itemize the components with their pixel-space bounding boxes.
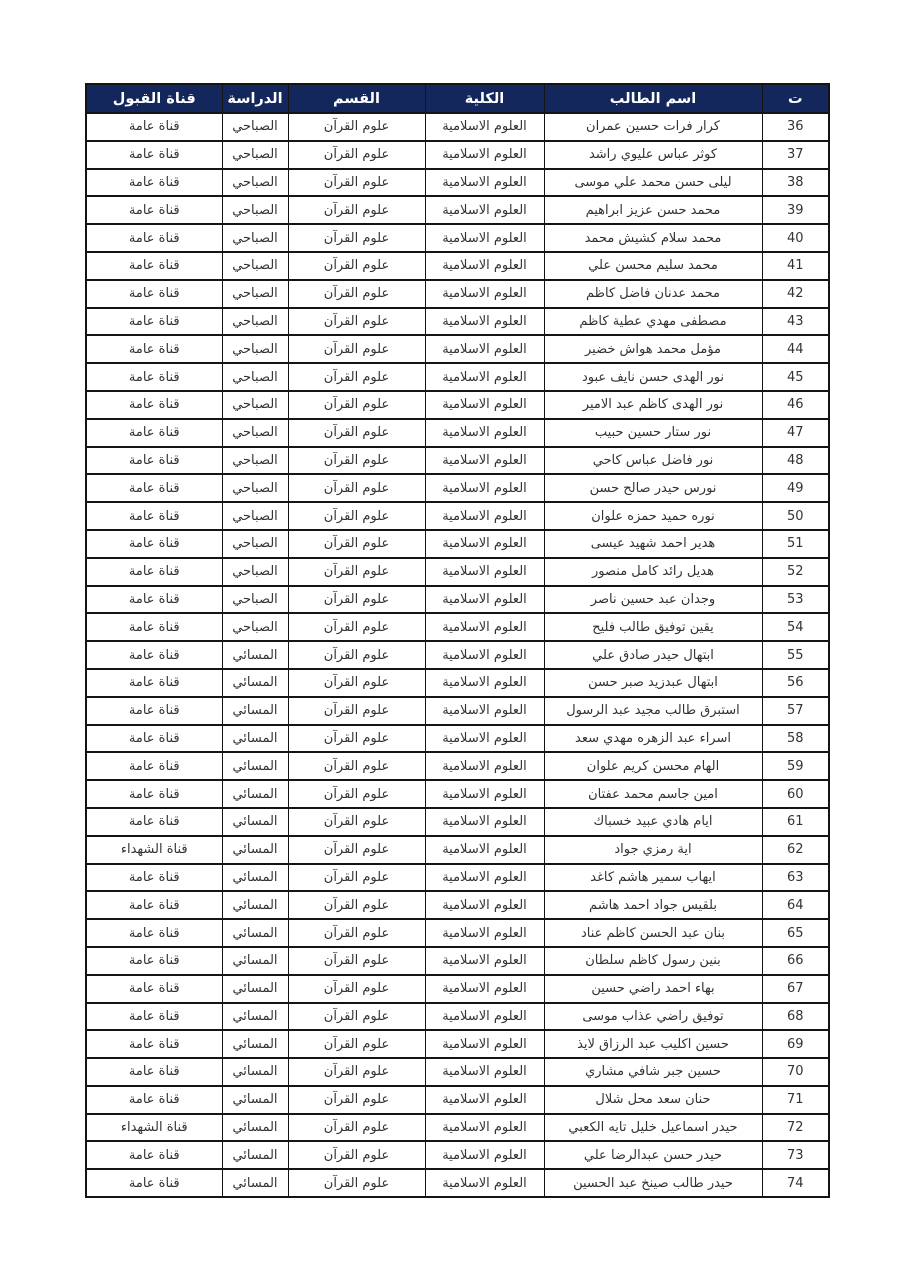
cell-dept: علوم القرآن: [288, 697, 425, 725]
cell-study: الصباحي: [222, 586, 288, 614]
cell-study: الصباحي: [222, 391, 288, 419]
cell-study: الصباحي: [222, 335, 288, 363]
cell-study: المسائي: [222, 1003, 288, 1031]
cell-college: العلوم الاسلامية: [425, 1114, 544, 1142]
cell-dept: علوم القرآن: [288, 419, 425, 447]
cell-channel: قناة عامة: [86, 252, 222, 280]
cell-name: حسين اكليب عبد الرزاق لايذ: [544, 1030, 762, 1058]
cell-study: الصباحي: [222, 252, 288, 280]
table-row: [86, 613, 829, 641]
cell-dept: علوم القرآن: [288, 252, 425, 280]
cell-dept: علوم القرآن: [288, 391, 425, 419]
cell-name: مؤمل محمد هواش خضير: [544, 335, 762, 363]
cell-name: توفيق راضي عذاب موسى: [544, 1003, 762, 1031]
table-row: [86, 919, 829, 947]
cell-channel: قناة عامة: [86, 752, 222, 780]
cell-study: الصباحي: [222, 224, 288, 252]
cell-no: 69: [762, 1030, 829, 1058]
cell-dept: علوم القرآن: [288, 641, 425, 669]
cell-no: 67: [762, 975, 829, 1003]
cell-dept: علوم القرآن: [288, 613, 425, 641]
table-row: [86, 391, 829, 419]
table-row: [86, 474, 829, 502]
cell-study: الصباحي: [222, 502, 288, 530]
table-row: [86, 141, 829, 169]
cell-channel: قناة عامة: [86, 419, 222, 447]
cell-channel: قناة عامة: [86, 641, 222, 669]
students-table: [85, 83, 830, 1198]
cell-no: 44: [762, 335, 829, 363]
cell-dept: علوم القرآن: [288, 864, 425, 892]
table-row: [86, 530, 829, 558]
cell-dept: علوم القرآن: [288, 447, 425, 475]
cell-college: العلوم الاسلامية: [425, 808, 544, 836]
cell-study: المسائي: [222, 697, 288, 725]
cell-name: بهاء احمد راضي حسين: [544, 975, 762, 1003]
table-row: [86, 780, 829, 808]
table-row: [86, 196, 829, 224]
cell-study: المسائي: [222, 808, 288, 836]
cell-name: نور الهدى كاظم عبد الامير: [544, 391, 762, 419]
table-row: [86, 335, 829, 363]
cell-name: نور الهدى حسن نايف عبود: [544, 363, 762, 391]
cell-name: محمد سليم محسن علي: [544, 252, 762, 280]
cell-college: العلوم الاسلامية: [425, 1030, 544, 1058]
cell-college: العلوم الاسلامية: [425, 752, 544, 780]
table-row: [86, 1030, 829, 1058]
cell-no: 38: [762, 169, 829, 197]
cell-name: بنان عبد الحسن كاظم عناد: [544, 919, 762, 947]
column-header-number: ت: [762, 84, 829, 113]
cell-no: 50: [762, 502, 829, 530]
table-row: [86, 725, 829, 753]
table-row: [86, 447, 829, 475]
table-row: [86, 808, 829, 836]
cell-no: 41: [762, 252, 829, 280]
cell-no: 62: [762, 836, 829, 864]
cell-name: حيدر حسن عبدالرضا علي: [544, 1141, 762, 1169]
cell-dept: علوم القرآن: [288, 224, 425, 252]
cell-college: العلوم الاسلامية: [425, 1058, 544, 1086]
table-row: [86, 252, 829, 280]
table-row: [86, 1086, 829, 1114]
table-row: [86, 558, 829, 586]
cell-study: الصباحي: [222, 558, 288, 586]
cell-name: ليلى حسن محمد علي موسى: [544, 169, 762, 197]
cell-study: الصباحي: [222, 113, 288, 141]
cell-name: امين جاسم محمد عفتان: [544, 780, 762, 808]
cell-name: ابتهال حيدر صادق علي: [544, 641, 762, 669]
table-row: [86, 224, 829, 252]
table-row: [86, 864, 829, 892]
cell-channel: قناة عامة: [86, 169, 222, 197]
cell-channel: قناة عامة: [86, 530, 222, 558]
cell-study: الصباحي: [222, 530, 288, 558]
column-header-student-name: اسم الطالب: [544, 84, 762, 113]
cell-dept: علوم القرآن: [288, 1003, 425, 1031]
cell-college: العلوم الاسلامية: [425, 335, 544, 363]
cell-no: 47: [762, 419, 829, 447]
cell-name: وجدان عبد حسين ناصر: [544, 586, 762, 614]
cell-no: 66: [762, 947, 829, 975]
cell-dept: علوم القرآن: [288, 280, 425, 308]
cell-no: 49: [762, 474, 829, 502]
cell-channel: قناة عامة: [86, 558, 222, 586]
cell-no: 74: [762, 1169, 829, 1197]
cell-college: العلوم الاسلامية: [425, 586, 544, 614]
cell-study: المسائي: [222, 1058, 288, 1086]
cell-college: العلوم الاسلامية: [425, 558, 544, 586]
table-header: [86, 84, 829, 113]
cell-study: الصباحي: [222, 169, 288, 197]
cell-college: العلوم الاسلامية: [425, 419, 544, 447]
table-row: [86, 697, 829, 725]
cell-study: الصباحي: [222, 280, 288, 308]
table-row: [86, 752, 829, 780]
cell-no: 73: [762, 1141, 829, 1169]
cell-no: 53: [762, 586, 829, 614]
cell-name: يقين توفيق طالب فليح: [544, 613, 762, 641]
cell-no: 60: [762, 780, 829, 808]
table-row: [86, 308, 829, 336]
cell-channel: قناة عامة: [86, 1003, 222, 1031]
cell-college: العلوم الاسلامية: [425, 947, 544, 975]
table-row: [86, 1058, 829, 1086]
cell-college: العلوم الاسلامية: [425, 280, 544, 308]
cell-study: المسائي: [222, 891, 288, 919]
cell-college: العلوم الاسلامية: [425, 502, 544, 530]
cell-name: كرار فرات حسين عمران: [544, 113, 762, 141]
cell-dept: علوم القرآن: [288, 725, 425, 753]
cell-no: 43: [762, 308, 829, 336]
cell-dept: علوم القرآن: [288, 335, 425, 363]
table-row: [86, 975, 829, 1003]
cell-dept: علوم القرآن: [288, 669, 425, 697]
cell-name: نورس حيدر صالح حسن: [544, 474, 762, 502]
cell-college: العلوم الاسلامية: [425, 224, 544, 252]
table-row: [86, 836, 829, 864]
cell-channel: قناة عامة: [86, 308, 222, 336]
cell-channel: قناة عامة: [86, 891, 222, 919]
cell-channel: قناة عامة: [86, 280, 222, 308]
cell-no: 59: [762, 752, 829, 780]
cell-college: العلوم الاسلامية: [425, 169, 544, 197]
cell-no: 48: [762, 447, 829, 475]
cell-dept: علوم القرآن: [288, 1030, 425, 1058]
cell-name: ايام هادي عبيد خسباك: [544, 808, 762, 836]
cell-channel: قناة عامة: [86, 1141, 222, 1169]
cell-college: العلوم الاسلامية: [425, 363, 544, 391]
cell-channel: قناة عامة: [86, 502, 222, 530]
cell-name: هديل رائد كامل منصور: [544, 558, 762, 586]
cell-channel: قناة عامة: [86, 725, 222, 753]
cell-college: العلوم الاسلامية: [425, 864, 544, 892]
cell-dept: علوم القرآن: [288, 947, 425, 975]
cell-channel: قناة عامة: [86, 141, 222, 169]
table-body: [86, 113, 829, 1197]
table-row: [86, 113, 829, 141]
cell-channel: قناة عامة: [86, 808, 222, 836]
cell-college: العلوم الاسلامية: [425, 530, 544, 558]
column-header-admission-channel: قناة القبول: [86, 84, 222, 113]
cell-college: العلوم الاسلامية: [425, 613, 544, 641]
cell-channel: قناة عامة: [86, 1030, 222, 1058]
cell-channel: قناة عامة: [86, 975, 222, 1003]
cell-dept: علوم القرآن: [288, 1141, 425, 1169]
cell-no: 68: [762, 1003, 829, 1031]
cell-no: 72: [762, 1114, 829, 1142]
cell-channel: قناة عامة: [86, 1169, 222, 1197]
column-header-study: الدراسة: [222, 84, 288, 113]
cell-dept: علوم القرآن: [288, 558, 425, 586]
cell-study: الصباحي: [222, 419, 288, 447]
cell-dept: علوم القرآن: [288, 308, 425, 336]
cell-study: المسائي: [222, 1141, 288, 1169]
cell-channel: قناة عامة: [86, 113, 222, 141]
cell-no: 56: [762, 669, 829, 697]
table-row: [86, 280, 829, 308]
cell-channel: قناة الشهداء: [86, 836, 222, 864]
cell-dept: علوم القرآن: [288, 530, 425, 558]
table-header-row: [86, 84, 829, 113]
cell-channel: قناة عامة: [86, 474, 222, 502]
cell-channel: قناة عامة: [86, 669, 222, 697]
cell-name: نوره حميد حمزه علوان: [544, 502, 762, 530]
cell-dept: علوم القرآن: [288, 474, 425, 502]
cell-college: العلوم الاسلامية: [425, 725, 544, 753]
cell-no: 45: [762, 363, 829, 391]
cell-channel: قناة عامة: [86, 1058, 222, 1086]
cell-no: 63: [762, 864, 829, 892]
cell-study: الصباحي: [222, 447, 288, 475]
table-row: [86, 1003, 829, 1031]
cell-name: محمد حسن عزيز ابراهيم: [544, 196, 762, 224]
cell-channel: قناة عامة: [86, 196, 222, 224]
cell-college: العلوم الاسلامية: [425, 252, 544, 280]
cell-college: العلوم الاسلامية: [425, 308, 544, 336]
cell-no: 39: [762, 196, 829, 224]
cell-dept: علوم القرآن: [288, 1169, 425, 1197]
column-header-department: القسم: [288, 84, 425, 113]
cell-college: العلوم الاسلامية: [425, 975, 544, 1003]
cell-no: 57: [762, 697, 829, 725]
cell-name: الهام محسن كريم علوان: [544, 752, 762, 780]
cell-study: المسائي: [222, 1114, 288, 1142]
cell-no: 70: [762, 1058, 829, 1086]
cell-dept: علوم القرآن: [288, 891, 425, 919]
cell-name: بلقيس جواد احمد هاشم: [544, 891, 762, 919]
table-row: [86, 1141, 829, 1169]
cell-no: 55: [762, 641, 829, 669]
table-row: [86, 586, 829, 614]
cell-name: بنين رسول كاظم سلطان: [544, 947, 762, 975]
table-row: [86, 1169, 829, 1197]
cell-study: المسائي: [222, 975, 288, 1003]
cell-channel: قناة عامة: [86, 864, 222, 892]
cell-name: حيدر اسماعيل خليل تايه الكعبي: [544, 1114, 762, 1142]
cell-study: المسائي: [222, 836, 288, 864]
cell-name: ابتهال عبدزيد صبر حسن: [544, 669, 762, 697]
table-row: [86, 502, 829, 530]
cell-college: العلوم الاسلامية: [425, 1086, 544, 1114]
cell-study: المسائي: [222, 947, 288, 975]
cell-college: العلوم الاسلامية: [425, 447, 544, 475]
cell-no: 65: [762, 919, 829, 947]
cell-name: ايهاب سمير هاشم كاغد: [544, 864, 762, 892]
table-row: [86, 419, 829, 447]
table-row: [86, 891, 829, 919]
cell-channel: قناة عامة: [86, 586, 222, 614]
cell-dept: علوم القرآن: [288, 808, 425, 836]
cell-channel: قناة عامة: [86, 919, 222, 947]
cell-channel: قناة عامة: [86, 447, 222, 475]
cell-study: المسائي: [222, 864, 288, 892]
cell-study: المسائي: [222, 752, 288, 780]
cell-channel: قناة عامة: [86, 613, 222, 641]
cell-college: العلوم الاسلامية: [425, 669, 544, 697]
cell-no: 36: [762, 113, 829, 141]
cell-college: العلوم الاسلامية: [425, 474, 544, 502]
cell-study: الصباحي: [222, 196, 288, 224]
cell-dept: علوم القرآن: [288, 169, 425, 197]
cell-name: كوثر عباس عليوي راشد: [544, 141, 762, 169]
cell-dept: علوم القرآن: [288, 975, 425, 1003]
cell-no: 42: [762, 280, 829, 308]
cell-no: 64: [762, 891, 829, 919]
cell-name: نور فاضل عباس كاحي: [544, 447, 762, 475]
table-row: [86, 1114, 829, 1142]
cell-no: 54: [762, 613, 829, 641]
cell-study: المسائي: [222, 780, 288, 808]
cell-dept: علوم القرآن: [288, 586, 425, 614]
cell-college: العلوم الاسلامية: [425, 697, 544, 725]
cell-college: العلوم الاسلامية: [425, 1003, 544, 1031]
table-row: [86, 669, 829, 697]
cell-no: 52: [762, 558, 829, 586]
cell-dept: علوم القرآن: [288, 196, 425, 224]
table-row: [86, 363, 829, 391]
cell-study: المسائي: [222, 1169, 288, 1197]
cell-study: الصباحي: [222, 141, 288, 169]
cell-name: حنان سعد محل شلال: [544, 1086, 762, 1114]
cell-no: 71: [762, 1086, 829, 1114]
cell-channel: قناة عامة: [86, 224, 222, 252]
cell-college: العلوم الاسلامية: [425, 391, 544, 419]
cell-study: الصباحي: [222, 613, 288, 641]
cell-name: اسراء عبد الزهره مهدي سعد: [544, 725, 762, 753]
cell-study: المسائي: [222, 1086, 288, 1114]
cell-no: 46: [762, 391, 829, 419]
cell-name: محمد سلام كشيش محمد: [544, 224, 762, 252]
cell-name: اية رمزي جواد: [544, 836, 762, 864]
cell-study: الصباحي: [222, 308, 288, 336]
cell-study: المسائي: [222, 1030, 288, 1058]
cell-no: 58: [762, 725, 829, 753]
cell-college: العلوم الاسلامية: [425, 641, 544, 669]
cell-no: 51: [762, 530, 829, 558]
cell-dept: علوم القرآن: [288, 1086, 425, 1114]
cell-study: المسائي: [222, 641, 288, 669]
cell-channel: قناة عامة: [86, 697, 222, 725]
cell-name: حسين جبر شافي مشاري: [544, 1058, 762, 1086]
cell-study: المسائي: [222, 669, 288, 697]
cell-college: العلوم الاسلامية: [425, 1169, 544, 1197]
cell-study: الصباحي: [222, 363, 288, 391]
cell-channel: قناة عامة: [86, 947, 222, 975]
cell-no: 61: [762, 808, 829, 836]
cell-college: العلوم الاسلامية: [425, 1141, 544, 1169]
cell-study: المسائي: [222, 919, 288, 947]
table-row: [86, 947, 829, 975]
cell-channel: قناة عامة: [86, 780, 222, 808]
cell-no: 40: [762, 224, 829, 252]
cell-study: المسائي: [222, 725, 288, 753]
cell-name: نور ستار حسين حبيب: [544, 419, 762, 447]
cell-channel: قناة عامة: [86, 363, 222, 391]
cell-name: محمد عدنان فاضل كاظم: [544, 280, 762, 308]
cell-channel: قناة الشهداء: [86, 1114, 222, 1142]
cell-study: الصباحي: [222, 474, 288, 502]
cell-college: العلوم الاسلامية: [425, 141, 544, 169]
table-row: [86, 641, 829, 669]
cell-college: العلوم الاسلامية: [425, 113, 544, 141]
cell-dept: علوم القرآن: [288, 363, 425, 391]
cell-name: استبرق طالب مجيد عبد الرسول: [544, 697, 762, 725]
cell-name: مصطفى مهدي عطية كاظم: [544, 308, 762, 336]
cell-dept: علوم القرآن: [288, 141, 425, 169]
cell-dept: علوم القرآن: [288, 113, 425, 141]
cell-no: 37: [762, 141, 829, 169]
cell-channel: قناة عامة: [86, 1086, 222, 1114]
table-row: [86, 169, 829, 197]
cell-dept: علوم القرآن: [288, 919, 425, 947]
cell-college: العلوم الاسلامية: [425, 836, 544, 864]
cell-dept: علوم القرآن: [288, 1058, 425, 1086]
cell-college: العلوم الاسلامية: [425, 891, 544, 919]
cell-name: حيدر طالب صينخ عبد الحسين: [544, 1169, 762, 1197]
cell-name: هدير احمد شهيد عيسى: [544, 530, 762, 558]
cell-dept: علوم القرآن: [288, 1114, 425, 1142]
column-header-college: الكلية: [425, 84, 544, 113]
cell-channel: قناة عامة: [86, 335, 222, 363]
cell-college: العلوم الاسلامية: [425, 196, 544, 224]
cell-dept: علوم القرآن: [288, 836, 425, 864]
cell-dept: علوم القرآن: [288, 780, 425, 808]
cell-channel: قناة عامة: [86, 391, 222, 419]
cell-dept: علوم القرآن: [288, 752, 425, 780]
cell-college: العلوم الاسلامية: [425, 780, 544, 808]
cell-college: العلوم الاسلامية: [425, 919, 544, 947]
cell-dept: علوم القرآن: [288, 502, 425, 530]
